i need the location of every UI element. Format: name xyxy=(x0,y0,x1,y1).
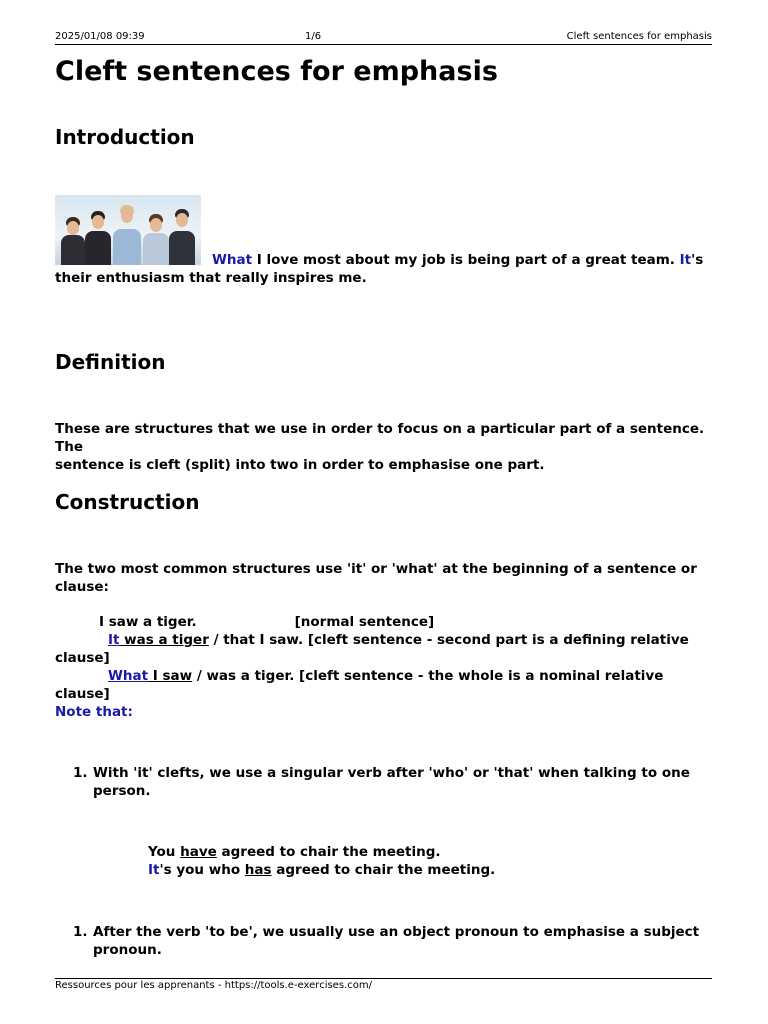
underlined-phrase: was a tiger xyxy=(119,632,209,648)
page-title: Cleft sentences for emphasis xyxy=(55,56,498,87)
introduction-heading: Introduction xyxy=(55,125,195,149)
definition-heading: Definition xyxy=(55,350,166,374)
example-text: I saw a tiger. xyxy=(99,614,197,630)
list-text: person. xyxy=(93,783,151,799)
example-note: [normal sentence] xyxy=(294,614,435,630)
example-it-cleft xyxy=(55,631,712,667)
note-label: Note that: xyxy=(55,704,133,720)
underlined-phrase: I saw xyxy=(148,668,193,684)
keyword-what: What xyxy=(212,252,253,268)
example-text: clause] xyxy=(55,650,110,666)
keyword-it: It xyxy=(679,252,692,268)
keyword-what: What xyxy=(108,668,149,684)
example-text: / that I saw. [cleft sentence - second part is a defining relative xyxy=(208,632,689,648)
list-item xyxy=(73,923,713,959)
underlined-verb: have xyxy=(180,844,217,860)
keyword-it: It xyxy=(148,862,160,878)
example-normal-sentence xyxy=(55,613,712,631)
list-number: 1. xyxy=(73,924,88,940)
keyword-it: It xyxy=(108,632,120,648)
example-pair xyxy=(148,843,708,879)
header-datetime: 2025/01/08 09:39 xyxy=(55,31,145,42)
intro-text: I love most about my job is being part of a great team. xyxy=(252,252,680,268)
list-item xyxy=(73,764,713,800)
definition-text: sentence is cleft (split) into two in order to emphasise one part. xyxy=(55,457,545,473)
definition-paragraph xyxy=(55,420,712,474)
list-text: After the verb 'to be', we usually use an object pronoun to emphasise a subject xyxy=(93,924,700,940)
definition-text: These are structures that we use in order to focus on a particular part of a sentence. The xyxy=(55,421,705,455)
header-doc-title: Cleft sentences for emphasis xyxy=(566,31,712,42)
construction-paragraph xyxy=(55,560,712,596)
list-text: With 'it' clefts, we use a singular verb after 'who' or 'that' when talking to one xyxy=(93,765,690,781)
list-text: pronoun. xyxy=(93,942,162,958)
underlined-verb: has xyxy=(244,862,272,878)
footer-text: Ressources pour les apprenants - https://tools.e-exercises.com/ xyxy=(55,980,372,991)
header-page-number: 1/6 xyxy=(305,31,322,42)
example-text: agreed to chair the meeting. xyxy=(271,862,496,878)
example-text: 's you who xyxy=(159,862,245,878)
page-header xyxy=(55,31,712,45)
intro-text: their enthusiasm that really inspires me. xyxy=(55,270,367,286)
introduction-paragraph xyxy=(55,251,712,287)
construction-text: The two most common structures use 'it' or 'what' at the beginning of a sentence or xyxy=(55,561,697,577)
construction-heading: Construction xyxy=(55,490,200,514)
page-footer xyxy=(55,978,712,991)
list-number: 1. xyxy=(73,765,88,781)
example-text: agreed to chair the meeting. xyxy=(216,844,441,860)
intro-text: 's xyxy=(691,252,704,268)
example-text: / was a tiger. [cleft sentence - the whole is a nominal relative clause] xyxy=(55,668,664,702)
example-text: You xyxy=(148,844,181,860)
example-what-cleft xyxy=(55,667,712,703)
construction-text: clause: xyxy=(55,579,109,595)
